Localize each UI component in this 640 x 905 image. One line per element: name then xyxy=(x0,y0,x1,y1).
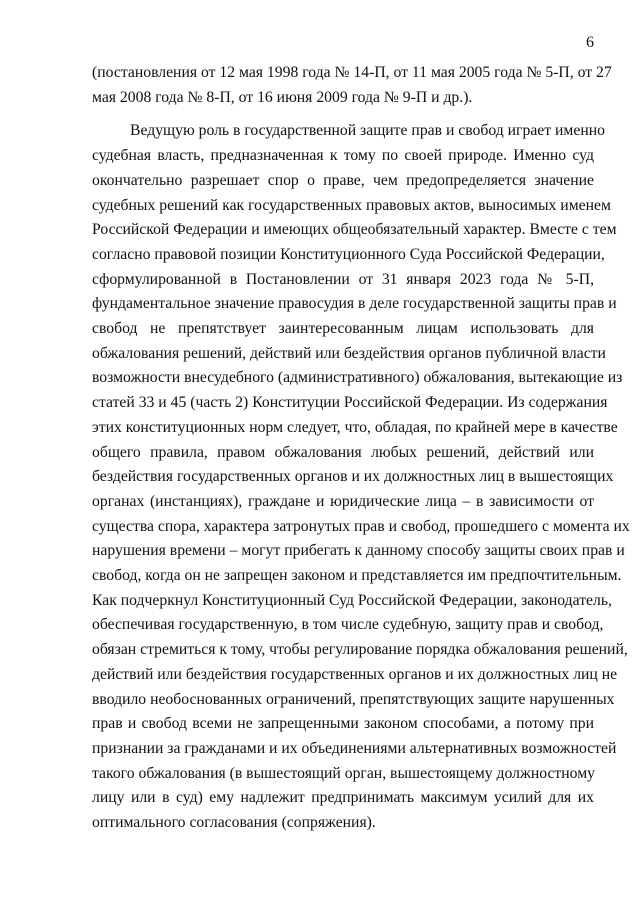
text-line: судебная власть, предназначенная к тому по своей природе. Именно суд xyxy=(92,147,594,165)
text-line: статей 33 и 45 (часть 2) Конституции Российской Федерации. Из содержания xyxy=(92,394,608,412)
page-number: 6 xyxy=(586,34,594,51)
text-line: нарушения времени – могут прибегать к данному способу защиты своих прав и xyxy=(92,542,625,560)
text-line: Российской Федерации и имеющих общеобязательный характер. Вместе с тем xyxy=(92,221,617,239)
text-line: мая 2008 года № 8-П, от 16 июня 2009 года № 9-П и др.). xyxy=(92,88,473,106)
text-line: действий или бездействия государственных органов и их должностных лиц не xyxy=(92,665,618,683)
text-line: обязан стремиться к тому, чтобы регулирование порядка обжалования решений, xyxy=(92,641,628,659)
text-line: окончательно разрешает спор о праве, чем предопределяется значение xyxy=(92,171,594,189)
text-line: существа спора, характера затронутых прав и свобод, прошедшего с момента их xyxy=(92,517,630,535)
text-line: обжалования решений, действий или бездействия органов публичной власти xyxy=(92,344,606,362)
text-line: (постановления от 12 мая 1998 года № 14-П, от 11 мая 2005 года № 5-П, от 27 xyxy=(92,64,612,81)
paragraph-2 xyxy=(92,119,630,835)
text-line: фундаментальное значение правосудия в деле государственной защиты прав и xyxy=(92,295,617,313)
text-line: прав и свобод всеми не запрещенными законом способами, а потому при xyxy=(92,715,594,733)
paragraph-gap xyxy=(92,110,594,119)
text-line: Ведущую роль в государственной защите прав и свобод играет именно xyxy=(130,122,605,140)
text-line: свобод, когда он не запрещен законом и представляется им предпочтительным. xyxy=(92,567,622,585)
text-line: бездействия государственных органов и их должностных лиц в вышестоящих xyxy=(92,468,614,486)
text-line: вводило необоснованных ограничений, препятствующих защите нарушенных xyxy=(92,690,615,708)
text-line: Как подчеркнул Конституционный Суд Российской Федерации, законодатель, xyxy=(92,591,612,609)
text-line: согласно правовой позиции Конституционного Суда Российской Федерации, xyxy=(92,245,605,263)
text-line: свобод не препятствует заинтересованным лицам использовать для xyxy=(92,320,594,338)
text-line: органах (инстанциях), граждане и юридические лица – в зависимости от xyxy=(92,492,594,510)
text-line: возможности внесудебного (административного) обжалования, вытекающие из xyxy=(92,369,623,387)
text-line: этих конституционных норм следует, что, обладая, по крайней мере в качестве xyxy=(92,418,618,436)
paragraph-1 xyxy=(92,61,612,110)
document-body-text xyxy=(92,61,630,836)
text-line: судебных решений как государственных правовых актов, выносимых именем xyxy=(92,196,611,214)
text-line: такого обжалования (в вышестоящий орган, вышестоящему должностному xyxy=(92,764,595,782)
text-line: сформулированной в Постановлении от 31 января 2023 года № 5-П, xyxy=(92,270,594,288)
text-line: оптимального согласования (сопряжения). xyxy=(92,814,376,832)
text-line: общего правила, правом обжалования любых решений, действий или xyxy=(92,443,594,461)
text-line: признании за гражданами и их объединениями альтернативных возможностей xyxy=(92,739,617,757)
text-line: обеспечивая государственную, в том числе судебную, защиту прав и свобод, xyxy=(92,616,604,634)
text-line: лицу или в суд) ему надлежит предпринимать максимум усилий для их xyxy=(92,789,594,807)
